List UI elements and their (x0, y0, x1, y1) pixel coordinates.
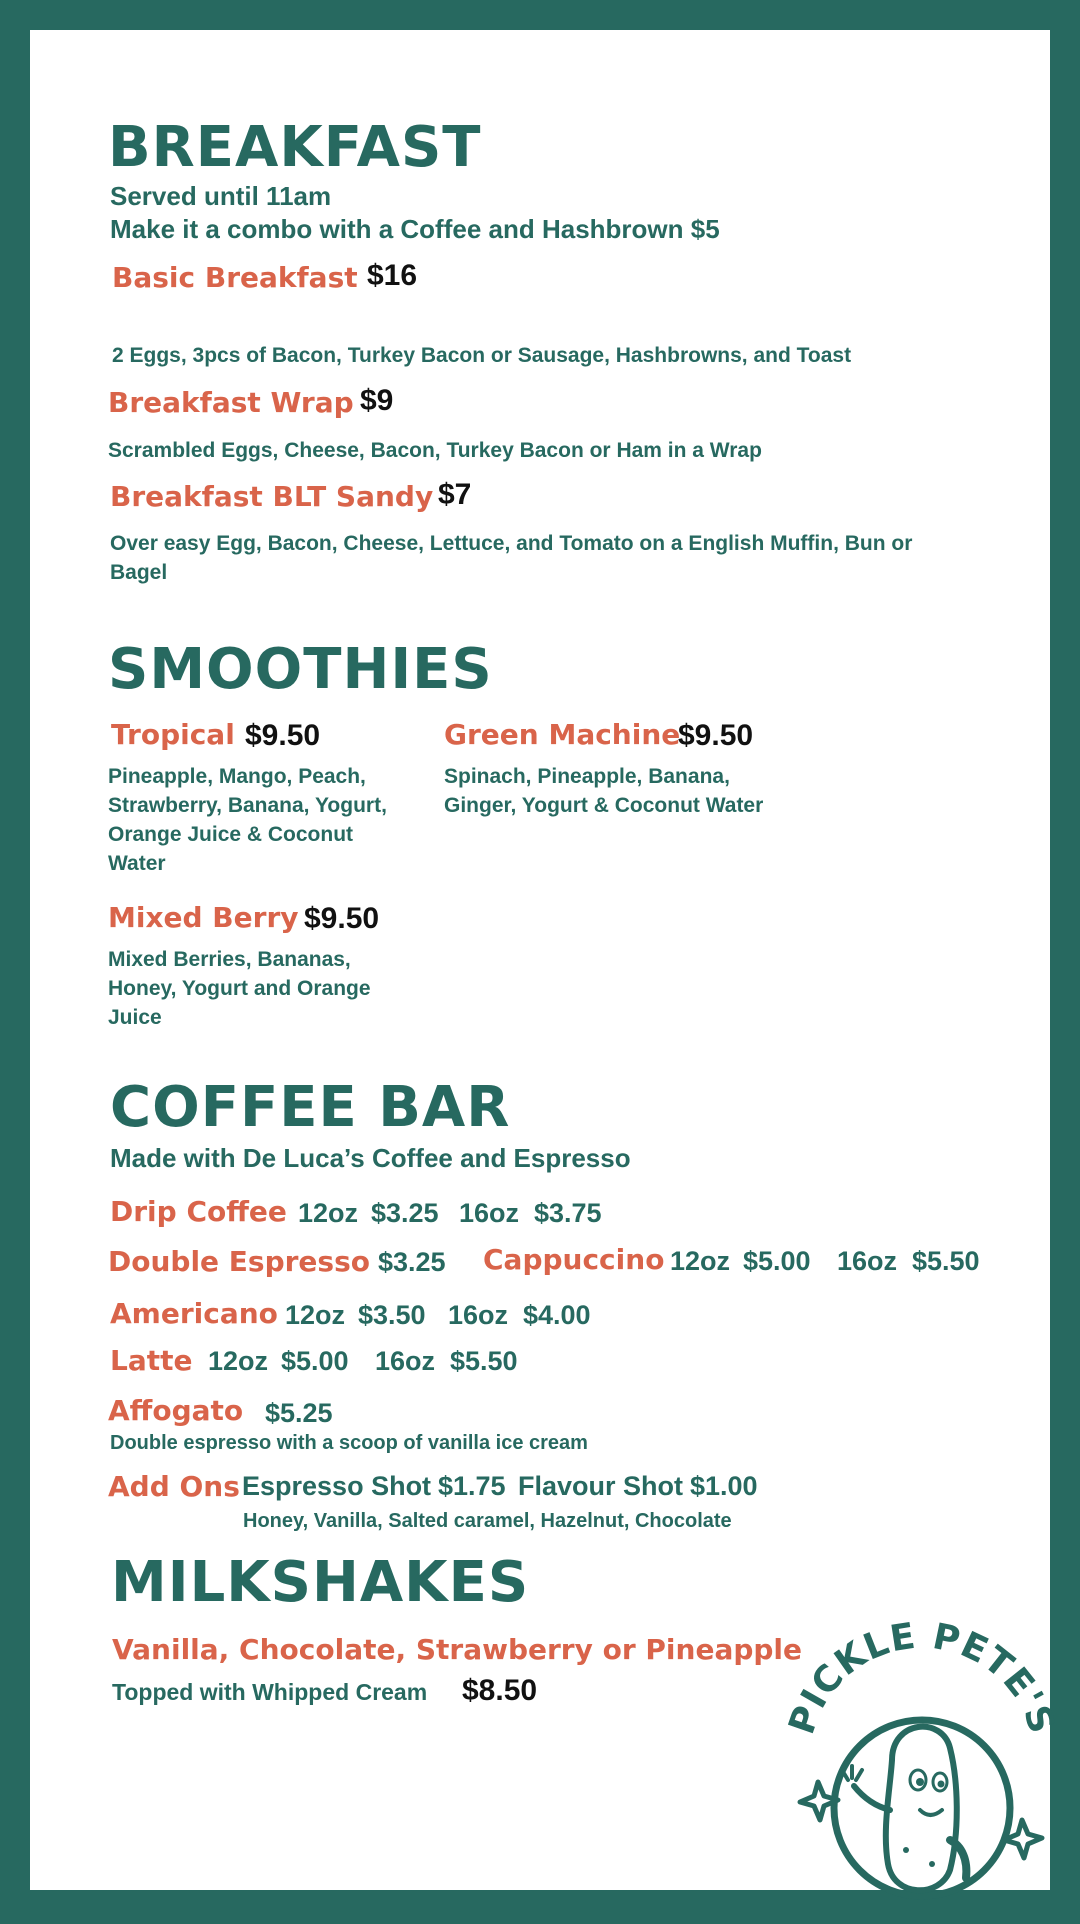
milkshakes-heading: MILKSHAKES (111, 1550, 530, 1615)
item-latte-name: Latte (110, 1344, 193, 1377)
breakfast-note-combo: Make it a combo with a Coffee and Hashbrown $5 (110, 214, 720, 244)
drip-size-16: 16oz (459, 1198, 520, 1228)
item-mixed-berry-price: $9.50 (304, 902, 380, 935)
latte-price-12: $5.00 (281, 1346, 349, 1376)
milkshake-price: $8.50 (462, 1674, 538, 1707)
coffee-heading: COFFEE BAR (110, 1075, 511, 1140)
addon-flavour-shot: Flavour Shot (518, 1471, 684, 1501)
espresso-price: $3.25 (378, 1247, 446, 1277)
addon-espresso-shot-price: $1.75 (438, 1471, 506, 1501)
pickle-petes-logo (782, 1620, 1062, 1920)
affogato-price: $5.25 (265, 1398, 333, 1428)
americano-size-12: 12oz (285, 1300, 346, 1330)
item-blt-sandy-desc: Over easy Egg, Bacon, Cheese, Lettuce, and Tomato on a English Muffin, Bun or Bagel (110, 532, 913, 584)
item-breakfast-wrap-name: Breakfast Wrap (108, 386, 354, 419)
item-green-machine-desc: Spinach, Pineapple, Banana, Ginger, Yogurt & Coconut Water (444, 765, 764, 817)
item-drip-coffee-name: Drip Coffee (110, 1195, 287, 1228)
latte-price-16: $5.50 (450, 1346, 518, 1376)
item-mixed-berry-desc: Mixed Berries, Bananas, Honey, Yogurt and Orange Juice (108, 948, 371, 1029)
drip-price-16: $3.75 (534, 1198, 602, 1228)
americano-price-16: $4.00 (523, 1300, 591, 1330)
item-blt-sandy-price: $7 (438, 478, 472, 511)
cappuccino-size-12: 12oz (670, 1246, 731, 1276)
item-basic-breakfast-price: $16 (367, 259, 418, 292)
latte-size-16: 16oz (375, 1346, 436, 1376)
logo-text: PICKLE PETE'S (782, 1620, 1062, 1740)
item-americano-name: Americano (110, 1297, 278, 1330)
item-cappuccino-name: Cappuccino (483, 1243, 665, 1276)
cappuccino-price-16: $5.50 (912, 1246, 980, 1276)
cappuccino-size-16: 16oz (837, 1246, 898, 1276)
latte-size-12: 12oz (208, 1346, 269, 1376)
item-basic-breakfast-desc: 2 Eggs, 3pcs of Bacon, Turkey Bacon or Sausage, Hashbrowns, and Toast (112, 344, 852, 367)
item-basic-breakfast-name: Basic Breakfast (112, 261, 358, 294)
item-blt-sandy-name: Breakfast BLT Sandy (110, 480, 434, 513)
americano-size-16: 16oz (448, 1300, 509, 1330)
item-breakfast-wrap-price: $9 (360, 384, 394, 417)
item-tropical-desc: Pineapple, Mango, Peach, Strawberry, Banana, Yogurt, Orange Juice & Coconut Water (108, 765, 387, 875)
pickle-mascot-icon (782, 1620, 1062, 1920)
milkshake-desc: Topped with Whipped Cream (112, 1679, 428, 1705)
smoothies-heading: SMOOTHIES (108, 637, 493, 702)
item-tropical-price: $9.50 (245, 719, 321, 752)
cappuccino-price-12: $5.00 (743, 1246, 811, 1276)
drip-price-12: $3.25 (371, 1198, 439, 1228)
milkshake-flavors: Vanilla, Chocolate, Strawberry or Pineapple (112, 1633, 803, 1666)
affogato-desc: Double espresso with a scoop of vanilla ice cream (110, 1432, 588, 1454)
item-tropical-name: Tropical (111, 718, 235, 751)
addon-espresso-shot: Espresso Shot (242, 1471, 432, 1501)
addon-flavour-shot-price: $1.00 (690, 1471, 758, 1501)
item-affogato-name: Affogato (108, 1394, 244, 1427)
item-add-ons-name: Add Ons (108, 1470, 240, 1503)
item-mixed-berry-name: Mixed Berry (108, 901, 299, 934)
breakfast-note-hours: Served until 11am (110, 181, 332, 211)
coffee-note: Made with De Luca’s Coffee and Espresso (110, 1143, 631, 1173)
drip-size-12: 12oz (298, 1198, 359, 1228)
breakfast-heading: BREAKFAST (108, 115, 482, 180)
item-double-espresso-name: Double Espresso (108, 1245, 370, 1278)
item-green-machine-price: $9.50 (678, 719, 754, 752)
item-breakfast-wrap-desc: Scrambled Eggs, Cheese, Bacon, Turkey Bacon or Ham in a Wrap (108, 439, 762, 462)
menu-page (30, 30, 1062, 1890)
addon-flavour-list: Honey, Vanilla, Salted caramel, Hazelnut, Chocolate (243, 1510, 732, 1532)
item-green-machine-name: Green Machine (444, 718, 681, 751)
americano-price-12: $3.50 (358, 1300, 426, 1330)
